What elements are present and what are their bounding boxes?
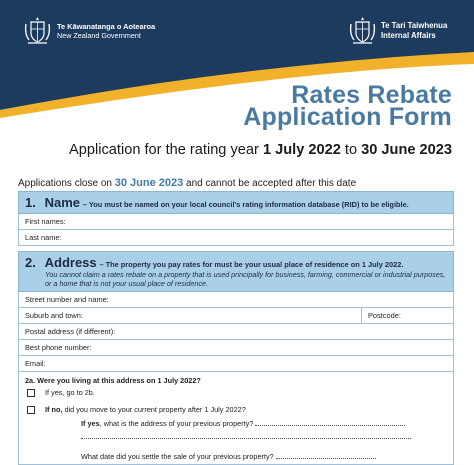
if-yes-rest: , what is the address of your previous property? xyxy=(99,419,254,428)
no-option-text xyxy=(45,405,246,414)
nz-government-logo xyxy=(24,16,155,46)
internal-affairs-logo xyxy=(349,16,447,46)
dia-logo-line2: Internal Affairs xyxy=(381,31,436,40)
rating-year-line xyxy=(69,142,452,158)
section-2-header xyxy=(18,251,454,292)
suburb-label: Suburb and town: xyxy=(25,311,83,320)
settle-date-label: What date did you settle the sale of your previous property? xyxy=(81,452,274,461)
phone-field[interactable] xyxy=(18,340,454,356)
section-2-number: 2. xyxy=(25,255,36,270)
section-1-name: Name xyxy=(44,195,81,210)
section-1-description: – You must be named on your local council's rating information database (RID) to be eligible. xyxy=(82,200,409,209)
coat-of-arms-icon xyxy=(349,16,376,46)
form-title-line1: Rates Rebate xyxy=(291,81,452,109)
rating-year-to: to xyxy=(340,142,362,158)
section-2-description: – The property you pay rates for must be your usual place of residence on 1 July 2022. xyxy=(99,260,404,269)
phone-label: Best phone number: xyxy=(25,343,92,352)
gov-logo-line2: New Zealand Government xyxy=(57,31,141,40)
last-name-field[interactable] xyxy=(18,230,454,246)
section-1-number: 1. xyxy=(25,195,36,210)
section-2-name: Address xyxy=(44,255,97,270)
yes-checkbox[interactable] xyxy=(27,389,35,397)
closing-prefix: Applications close on xyxy=(18,178,115,189)
last-name-label: Last name: xyxy=(25,233,62,242)
previous-address-input-2[interactable] xyxy=(81,438,411,439)
settle-date-input[interactable] xyxy=(276,458,376,459)
coat-of-arms-icon xyxy=(24,16,51,46)
question-2a xyxy=(18,372,454,465)
postal-address-label: Postal address (if different): xyxy=(25,327,116,336)
postcode-label: Postcode: xyxy=(368,311,401,320)
question-2a-text: 2a. Were you living at this address on 1 July 2022? xyxy=(25,376,201,385)
application-form xyxy=(18,191,454,465)
gov-logo-line1: Te Kāwanatanga o Aotearoa xyxy=(57,22,156,31)
previous-address-continued xyxy=(81,432,411,441)
rating-year-prefix: Application for the rating year xyxy=(69,142,263,158)
email-field[interactable] xyxy=(18,356,454,372)
settle-date-line xyxy=(81,452,376,461)
closing-suffix: and cannot be accepted after this date xyxy=(183,178,357,189)
suburb-field[interactable] xyxy=(19,308,89,323)
rating-year-end: 30 June 2023 xyxy=(361,142,452,158)
closing-date-line xyxy=(18,177,356,189)
no-checkbox[interactable] xyxy=(27,406,35,414)
dia-logo-line1: Te Tari Taiwhenua xyxy=(381,21,448,31)
postcode-field[interactable] xyxy=(361,308,453,323)
form-title-line2: Application Form xyxy=(243,103,452,131)
no-option-rest: did you move to your current property after 1 July 2022? xyxy=(62,405,246,414)
previous-address-line xyxy=(81,419,405,428)
closing-date: 30 June 2023 xyxy=(114,177,184,189)
rating-year-start: 1 July 2022 xyxy=(262,142,341,158)
first-names-field[interactable] xyxy=(18,214,454,230)
email-label: Email: xyxy=(25,359,46,368)
no-option-prefix: If no, xyxy=(45,405,63,414)
section-2-note-line1: You cannot claim a rates rebate on a property that is used principally for business, farming, commercial or industrial purposes, xyxy=(45,270,446,279)
suburb-postcode-row xyxy=(18,308,454,324)
street-label: Street number and name: xyxy=(25,295,109,304)
street-field[interactable] xyxy=(18,292,454,308)
if-yes-prefix: If yes xyxy=(81,419,100,428)
first-names-label: First names: xyxy=(25,217,66,226)
previous-address-input[interactable] xyxy=(255,425,405,426)
section-1-header xyxy=(18,191,454,214)
postal-address-field[interactable] xyxy=(18,324,454,340)
yes-option-label: If yes, go to 2b. xyxy=(45,388,95,397)
section-2-note-line2: or a home that is not your usual place of residence. xyxy=(45,279,209,288)
